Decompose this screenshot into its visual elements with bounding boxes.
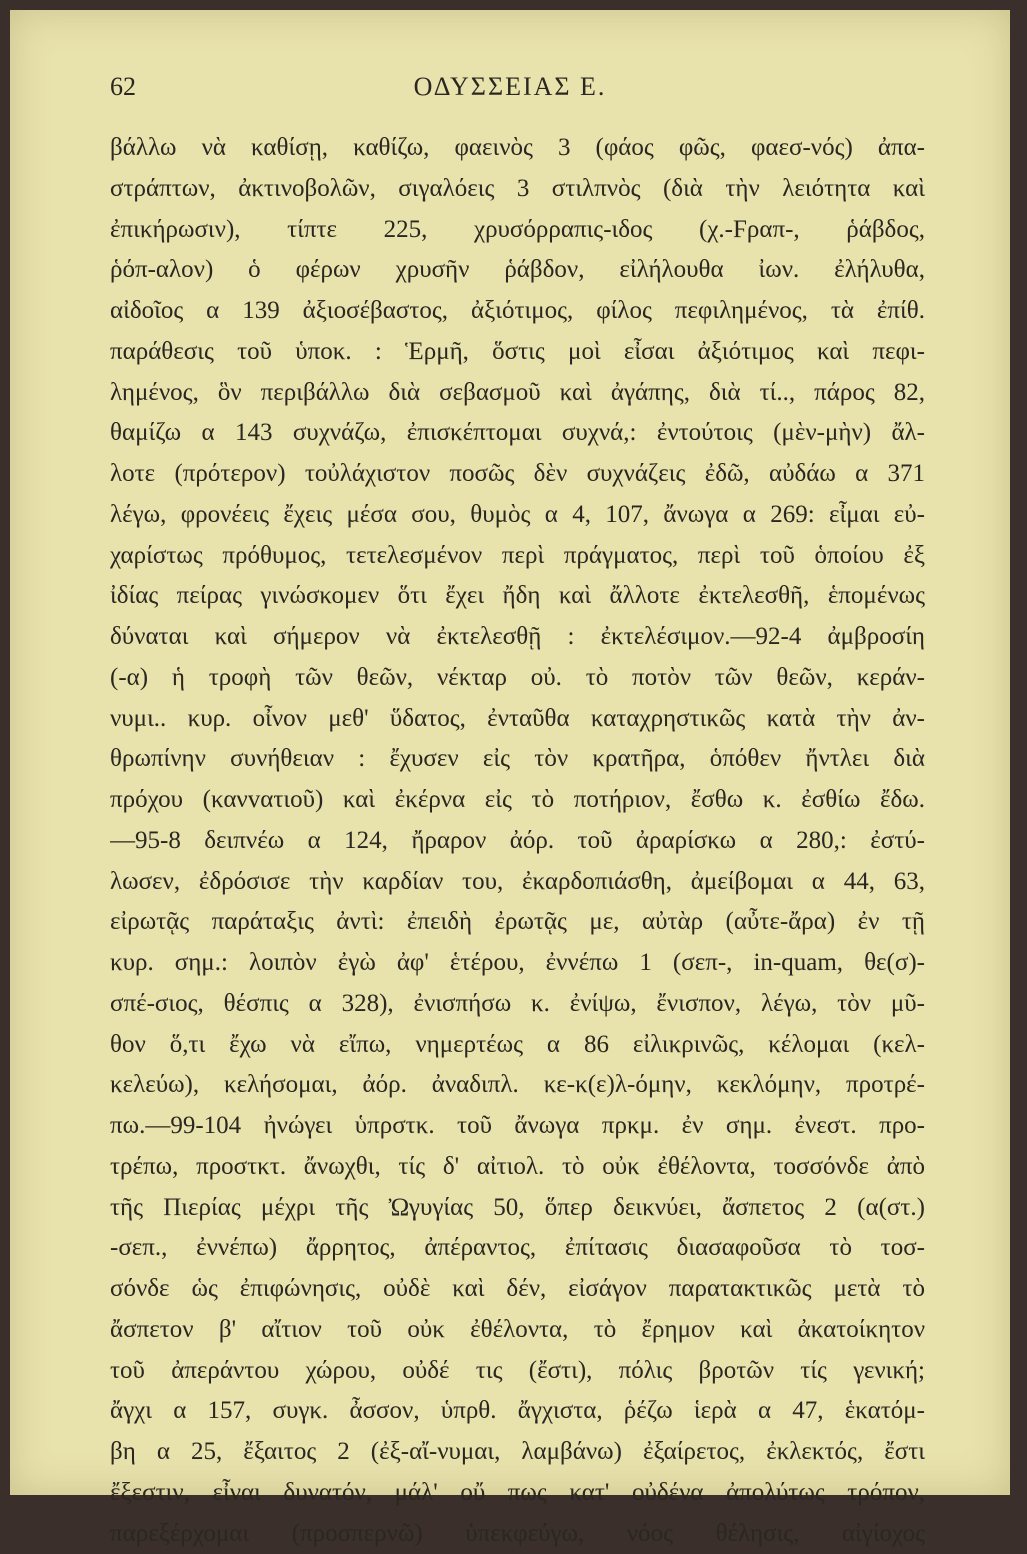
text-line: τρέπω, προστκτ. ἄνωχθι, τίς δ' αἰτιολ. τὸ οὐκ ἐθέλοντα, τοσσόνδε ἀπὸ [110,1147,925,1188]
text-line: θαμίζω α 143 συχνάζω, ἐπισκέπτομαι συχνά,: ἐντούτοις (μὲν-μὴν) ἄλ- [110,413,925,454]
text-line: τοῦ ἀπεράντου χώρου, οὐδέ τις (ἔστι), πόλις βροτῶν τίς γενική; [110,1351,925,1392]
text-line: (-α) ἡ τροφὴ τῶν θεῶν, νέκταρ οὐ. τὸ ποτὸν τῶν θεῶν, κεράν- [110,658,925,699]
text-line: δύναται καὶ σήμερον νὰ ἐκτελεσθῇ : ἐκτελέσιμον.—92-4 ἀμβροσίη [110,617,925,658]
text-line: ἐπικήρωσιν), τίπτε 225, χρυσόρραπις-ιδος (χ.-Ϝραπ-, ῥάβδος, [110,210,925,251]
text-line: λοτε (πρότερον) τοὐλάχιστον ποσῶς δὲν συχνάζεις ἐδῶ, αὐδάω α 371 [110,454,925,495]
page-header [10,72,1010,112]
book-page [10,10,1010,1495]
text-line: -σεπ., ἐννέπω) ἄρρητος, ἀπέραντος, ἐπίτασις διασαφοῦσα τὸ τοσ- [110,1228,925,1269]
text-line: βάλλω νὰ καθίσῃ, καθίζω, φαεινὸς 3 (φάος φῶς, φαεσ-νός) ἀπα- [110,128,925,169]
text-line: θον ὅ,τι ἔχω νὰ εἴπω, νημερτέως α 86 εἰλικρινῶς, κέλομαι (κελ- [110,1025,925,1066]
text-line: χαρίστως πρόθυμος, τετελεσμένον περὶ πράγματος, περὶ τοῦ ὁποίου ἐξ [110,536,925,577]
text-line: ἄσπετον β' αἴτιον τοῦ οὐκ ἐθέλοντα, τὸ ἔρημον καὶ ἀκατοίκητον [110,1310,925,1351]
text-line: ἄγχι α 157, συγκ. ἆσσον, ὑπρθ. ἄγχιστα, ῥέζω ἱερὰ α 47, ἑκατόμ- [110,1391,925,1432]
text-line: εἰρωτᾷς παράταξις ἀντὶ: ἐπειδὴ ἐρωτᾷς με, αὐτὰρ (αὖτε-ἄρα) ἐν τῇ [110,902,925,943]
text-line: σόνδε ὡς ἐπιφώνησις, οὐδὲ καὶ δέν, εἰσάγον παρατακτικῶς μετὰ τὸ [110,1269,925,1310]
text-line: παρεξέρχομαι (προσπερνῶ) ὑπεκφεύγω, νόος θέλησις, αἰγίοχος [110,1514,925,1554]
commentary-text [110,128,925,1554]
text-line: θρωπίνην συνήθειαν : ἔχυσεν εἰς τὸν κρατῆρα, ὁπόθεν ἤντλει διὰ [110,739,925,780]
page-number: 62 [110,72,136,102]
text-line: κυρ. σημ.: λοιπὸν ἐγὼ ἀφ' ἑτέρου, ἐννέπω 1 (σεπ-, in-quam, θε(σ)- [110,943,925,984]
text-line: βη α 25, ἔξαιτος 2 (ἐξ-αἴ-νυμαι, λαμβάνω) ἐξαίρετος, ἐκλεκτός, ἔστι [110,1432,925,1473]
text-line: σπέ-σιος, θέσπις α 328), ἐνισπήσω κ. ἐνίψω, ἔνισπον, λέγω, τὸν μῦ- [110,984,925,1025]
text-line: τῆς Πιερίας μέχρι τῆς Ὠγυγίας 50, ὅπερ δεικνύει, ἄσπετος 2 (α(στ.) [110,1188,925,1229]
text-line: αἰδοῖος α 139 ἀξιοσέβαστος, ἀξιότιμος, φίλος πεφιλημένος, τὰ ἐπίθ. [110,291,925,332]
text-line: λέγω, φρονέεις ἔχεις μέσα σου, θυμὸς α 4, 107, ἄνωγα α 269: εἶμαι εὐ- [110,495,925,536]
text-line: κελεύω), κελήσομαι, ἀόρ. ἀναδιπλ. κε-κ(ε)λ-όμην, κεκλόμην, προτρέ- [110,1065,925,1106]
text-line: ἔξεστιν, εἶναι δυνατόν, μάλ' οὔ πως κατ' οὐδένα ἀπολύτως τρόπον, [110,1473,925,1514]
text-line: λωσεν, ἐδρόσισε τὴν καρδίαν του, ἐκαρδοπιάσθη, ἀμείβομαι α 44, 63, [110,862,925,903]
text-line: νυμι.. κυρ. οἶνον μεθ' ὕδατος, ἐνταῦθα καταχρηστικῶς κατὰ τὴν ἀν- [110,699,925,740]
text-line: παράθεσις τοῦ ὑποκ. : Ἑρμῆ, ὅστις μοὶ εἶσαι ἀξιότιμος καὶ πεφι- [110,332,925,373]
text-line: λημένος, ὃν περιβάλλω διὰ σεβασμοῦ καὶ ἀγάπης, διὰ τί.., πάρος 82, [110,373,925,414]
text-line: —95-8 δειπνέω α 124, ἤραρον ἀόρ. τοῦ ἀραρίσκω α 280,: ἐστύ- [110,821,925,862]
running-title: ΟΔΥΣΣΕΙΑΣ Ε. [10,72,1010,102]
text-line: ῥόπ-αλον) ὁ φέρων χρυσῆν ῥάβδον, εἰλήλουθα ἰων. ἐλήλυθα, [110,250,925,291]
text-line: στράπτων, ἀκτινοβολῶν, σιγαλόεις 3 στιλπνὸς (διὰ τὴν λειότητα καὶ [110,169,925,210]
text-line: πω.—99-104 ἠνώγει ὑπρστκ. τοῦ ἄνωγα πρκμ. ἐν σημ. ἐνεστ. προ- [110,1106,925,1147]
text-line: ἰδίας πείρας γινώσκομεν ὅτι ἔχει ἤδη καὶ ἄλλοτε ἐκτελεσθῆ, ἑπομένως [110,576,925,617]
text-line: πρόχου (κανvατιοῦ) καὶ ἐκέρνα εἰς τὸ ποτήριον, ἔσθω κ. ἐσθίω ἔδω. [110,780,925,821]
